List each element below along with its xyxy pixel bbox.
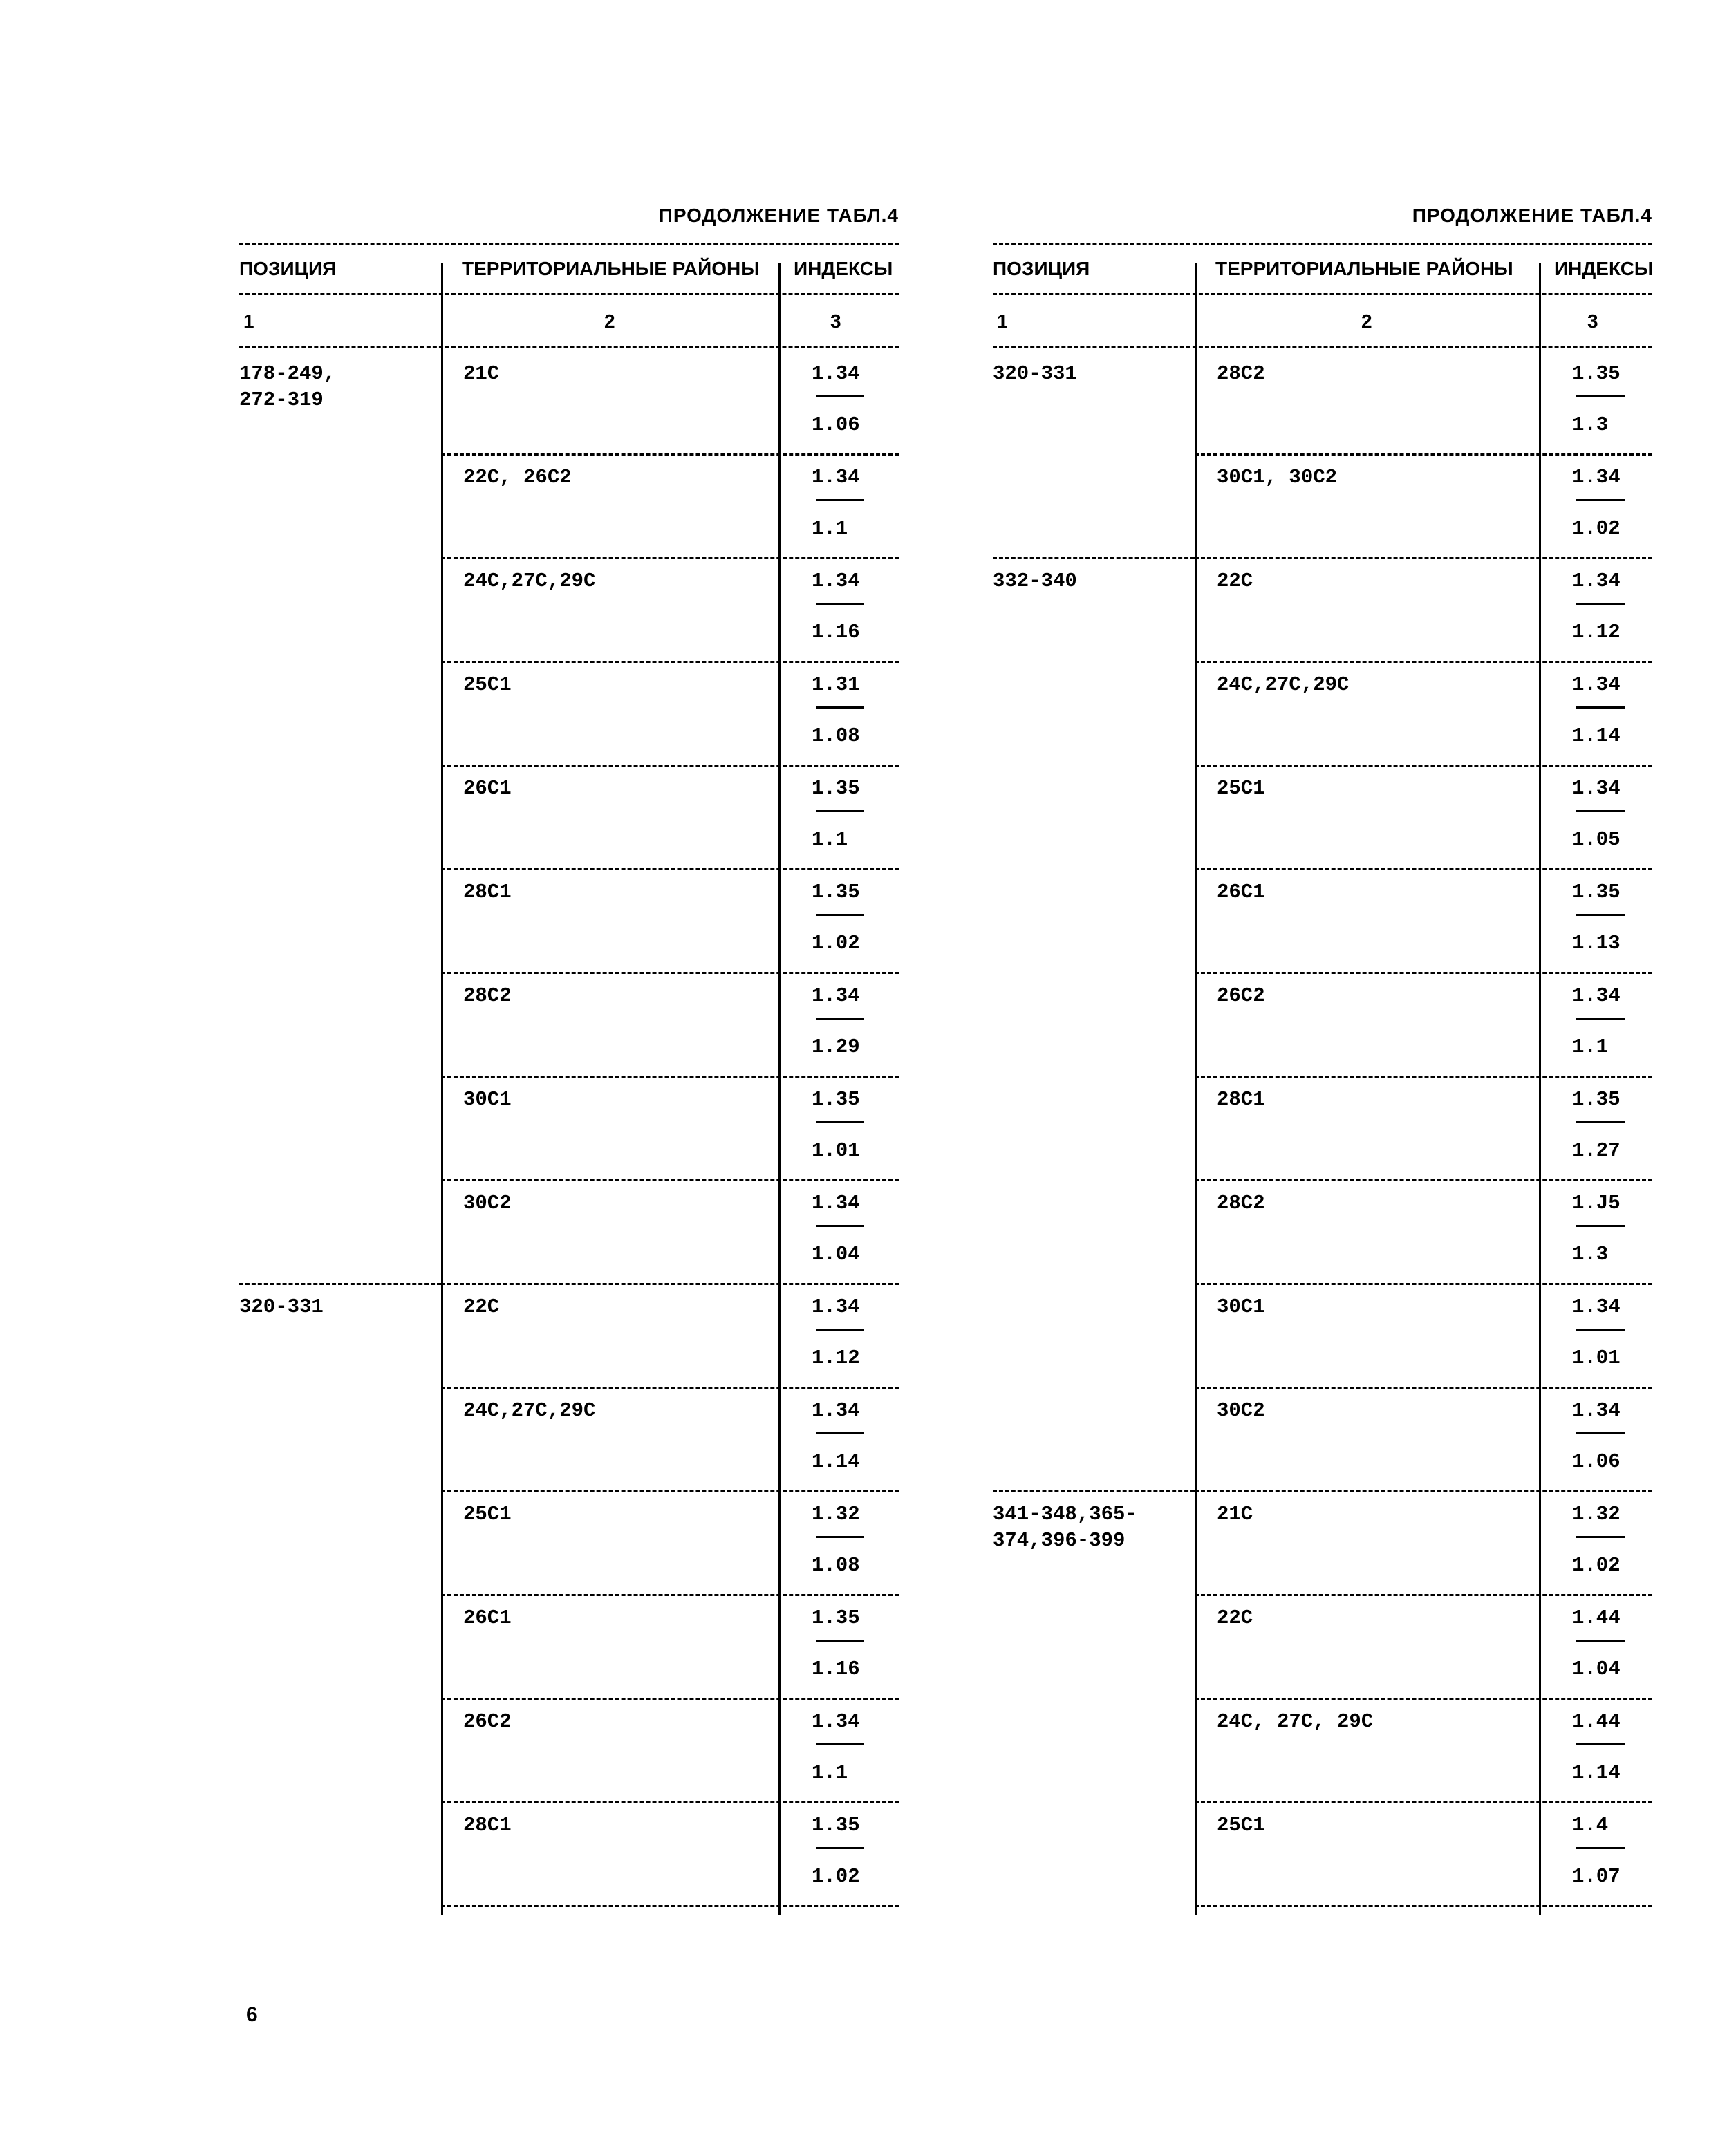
- column-number-3: 3: [1587, 310, 1598, 332]
- row-separator: [1195, 453, 1652, 456]
- index-denominator: 1.06: [812, 413, 860, 436]
- index-numerator: 1.44: [1572, 1710, 1621, 1733]
- row-separator: [1195, 661, 1652, 663]
- row-separator: [441, 765, 899, 767]
- region-cell: 24С,27С,29С: [463, 1399, 596, 1422]
- index-fraction-bar: [816, 1018, 864, 1020]
- index-denominator: 1.14: [1572, 1761, 1621, 1784]
- index-numerator: 1.32: [812, 1503, 860, 1526]
- row-separator: [1195, 1387, 1652, 1389]
- index-numerator: 1.34: [812, 984, 860, 1007]
- index-fraction-bar: [1576, 914, 1625, 916]
- position-cell: 320-331: [239, 1295, 324, 1318]
- index-numerator: 1.35: [812, 1606, 860, 1629]
- header-position: ПОЗИЦИЯ: [993, 258, 1090, 279]
- index-denominator: 1.01: [812, 1139, 860, 1162]
- index-denominator: 1.29: [812, 1035, 860, 1058]
- row-separator: [1195, 1283, 1652, 1285]
- index-fraction-bar: [816, 706, 864, 709]
- index-numerator: 1.35: [1572, 881, 1621, 903]
- region-cell: 22С: [1217, 1606, 1253, 1629]
- column-number-2: 2: [1361, 310, 1372, 332]
- index-fraction-bar: [816, 1743, 864, 1745]
- region-cell: 28С2: [463, 984, 512, 1007]
- index-numerator: 1.34: [812, 1295, 860, 1318]
- index-denominator: 1.02: [1572, 517, 1621, 540]
- region-cell: 24С,27С,29С: [463, 570, 596, 592]
- row-separator: [441, 1387, 899, 1389]
- index-fraction-bar: [816, 1432, 864, 1434]
- row-separator: [441, 868, 899, 870]
- index-fraction-bar: [816, 603, 864, 605]
- position-cell: 178-249, 272-319: [239, 362, 336, 411]
- index-numerator: 1.34: [1572, 673, 1621, 696]
- header-position: ПОЗИЦИЯ: [239, 258, 337, 279]
- row-separator: [1195, 868, 1652, 870]
- column-divider-2: [778, 263, 781, 1915]
- index-denominator: 1.08: [812, 724, 860, 747]
- index-denominator: 1.01: [1572, 1347, 1621, 1369]
- header-regions: ТЕРРИТОРИАЛЬНЫЕ РАЙОНЫ: [1215, 258, 1513, 279]
- row-separator: [441, 453, 899, 456]
- index-fraction-bar: [1576, 499, 1625, 501]
- index-numerator: 1.44: [1572, 1606, 1621, 1629]
- index-fraction-bar: [816, 499, 864, 501]
- index-numerator: 1.35: [1572, 362, 1621, 385]
- index-fraction-bar: [1576, 603, 1625, 605]
- index-numerator: 1.34: [812, 1399, 860, 1422]
- index-numerator: 1.34: [812, 1710, 860, 1733]
- group-separator: [993, 557, 1195, 559]
- header-mid-rule: [239, 293, 899, 295]
- index-denominator: 1.08: [812, 1554, 860, 1577]
- page-number: 6: [246, 2003, 258, 2026]
- row-separator: [441, 1801, 899, 1803]
- index-numerator: 1.34: [1572, 777, 1621, 800]
- index-fraction-bar: [816, 1640, 864, 1642]
- index-fraction-bar: [1576, 1018, 1625, 1020]
- header-regions: ТЕРРИТОРИАЛЬНЫЕ РАЙОНЫ: [462, 258, 760, 279]
- index-denominator: 1.3: [1572, 413, 1609, 436]
- column-divider-1: [1195, 263, 1197, 1915]
- index-numerator: 1.34: [1572, 466, 1621, 489]
- index-fraction-bar: [816, 810, 864, 812]
- table-left: [239, 205, 899, 1988]
- region-cell: 30С1: [1217, 1295, 1265, 1318]
- region-cell: 30С1: [463, 1088, 512, 1111]
- index-denominator: 1.16: [812, 1658, 860, 1680]
- column-numbers-rule: [993, 346, 1652, 348]
- index-numerator: 1.35: [1572, 1088, 1621, 1111]
- column-numbers-rule: [239, 346, 899, 348]
- row-separator: [1195, 972, 1652, 974]
- index-denominator: 1.02: [1572, 1554, 1621, 1577]
- region-cell: 26С1: [1217, 881, 1265, 903]
- region-cell: 22С, 26С2: [463, 466, 572, 489]
- region-cell: 24С,27С,29С: [1217, 673, 1350, 696]
- index-fraction-bar: [1576, 1847, 1625, 1849]
- row-separator: [1195, 557, 1652, 559]
- row-separator: [441, 1283, 899, 1285]
- index-numerator: 1.35: [812, 1088, 860, 1111]
- index-denominator: 1.1: [812, 1761, 848, 1784]
- index-fraction-bar: [816, 1329, 864, 1331]
- region-cell: 22С: [1217, 570, 1253, 592]
- index-fraction-bar: [1576, 1432, 1625, 1434]
- index-numerator: 1.35: [812, 1814, 860, 1837]
- index-denominator: 1.16: [812, 621, 860, 644]
- row-separator: [1195, 1698, 1652, 1700]
- header-top-rule: [239, 243, 899, 245]
- region-cell: 28С2: [1217, 1192, 1265, 1215]
- index-fraction-bar: [816, 1847, 864, 1849]
- region-cell: 26С2: [463, 1710, 512, 1733]
- index-numerator: 1.32: [1572, 1503, 1621, 1526]
- index-numerator: 1.34: [1572, 984, 1621, 1007]
- index-fraction-bar: [1576, 1329, 1625, 1331]
- column-divider-2: [1539, 263, 1541, 1915]
- index-denominator: 1.13: [1572, 932, 1621, 955]
- continuation-title: ПРОДОЛЖЕНИЕ ТАБЛ.4: [658, 205, 899, 226]
- region-cell: 30С2: [1217, 1399, 1265, 1422]
- index-denominator: 1.05: [1572, 828, 1621, 851]
- region-cell: 26С1: [463, 1606, 512, 1629]
- index-fraction-bar: [1576, 1121, 1625, 1123]
- table-right: [993, 205, 1652, 1988]
- column-number-1: 1: [997, 310, 1008, 332]
- index-fraction-bar: [1576, 810, 1625, 812]
- index-numerator: 1.34: [812, 1192, 860, 1215]
- region-cell: 28С1: [463, 1814, 512, 1837]
- position-cell: 332-340: [993, 570, 1077, 592]
- index-numerator: 1.34: [1572, 1399, 1621, 1422]
- index-numerator: 1.34: [812, 362, 860, 385]
- header-indices: ИНДЕКСЫ: [1554, 258, 1654, 279]
- region-cell: 30С1, 30С2: [1217, 466, 1338, 489]
- index-denominator: 1.3: [1572, 1243, 1609, 1266]
- index-fraction-bar: [1576, 395, 1625, 397]
- region-cell: 24С, 27С, 29С: [1217, 1710, 1374, 1733]
- position-cell: 320-331: [993, 362, 1077, 385]
- index-fraction-bar: [816, 1536, 864, 1538]
- region-cell: 28С1: [1217, 1088, 1265, 1111]
- index-numerator: 1.J5: [1572, 1192, 1621, 1215]
- row-separator: [441, 1594, 899, 1596]
- region-cell: 28С1: [463, 881, 512, 903]
- index-fraction-bar: [1576, 1640, 1625, 1642]
- region-cell: 21С: [1217, 1503, 1253, 1526]
- row-separator: [1195, 1801, 1652, 1803]
- index-denominator: 1.07: [1572, 1865, 1621, 1888]
- index-numerator: 1.31: [812, 673, 860, 696]
- index-fraction-bar: [1576, 706, 1625, 709]
- index-denominator: 1.06: [1572, 1450, 1621, 1473]
- index-denominator: 1.1: [812, 517, 848, 540]
- index-fraction-bar: [1576, 1536, 1625, 1538]
- region-cell: 22С: [463, 1295, 500, 1318]
- region-cell: 25С1: [1217, 1814, 1265, 1837]
- region-cell: 25С1: [1217, 777, 1265, 800]
- index-denominator: 1.12: [1572, 621, 1621, 644]
- index-denominator: 1.27: [1572, 1139, 1621, 1162]
- column-number-2: 2: [604, 310, 615, 332]
- index-denominator: 1.14: [812, 1450, 860, 1473]
- row-separator: [441, 661, 899, 663]
- row-separator: [1195, 1594, 1652, 1596]
- row-separator: [1195, 765, 1652, 767]
- index-numerator: 1.34: [1572, 570, 1621, 592]
- header-top-rule: [993, 243, 1652, 245]
- index-numerator: 1.34: [812, 570, 860, 592]
- index-fraction-bar: [816, 914, 864, 916]
- region-cell: 25С1: [463, 1503, 512, 1526]
- group-separator: [239, 1283, 441, 1285]
- region-cell: 25С1: [463, 673, 512, 696]
- region-cell: 21С: [463, 362, 500, 385]
- column-number-3: 3: [830, 310, 841, 332]
- row-separator: [1195, 1076, 1652, 1078]
- index-fraction-bar: [1576, 1225, 1625, 1227]
- index-denominator: 1.14: [1572, 724, 1621, 747]
- index-numerator: 1.34: [812, 466, 860, 489]
- index-denominator: 1.02: [812, 1865, 860, 1888]
- index-fraction-bar: [816, 1225, 864, 1227]
- row-separator: [441, 972, 899, 974]
- index-denominator: 1.12: [812, 1347, 860, 1369]
- index-numerator: 1.35: [812, 777, 860, 800]
- index-denominator: 1.02: [812, 932, 860, 955]
- region-cell: 26С2: [1217, 984, 1265, 1007]
- position-cell: 341-348,365- 374,396-399: [993, 1503, 1137, 1552]
- index-numerator: 1.34: [1572, 1295, 1621, 1318]
- index-fraction-bar: [816, 395, 864, 397]
- column-divider-1: [441, 263, 443, 1915]
- row-separator: [1195, 1905, 1652, 1907]
- region-cell: 30С2: [463, 1192, 512, 1215]
- row-separator: [441, 1490, 899, 1492]
- row-separator: [1195, 1179, 1652, 1181]
- column-number-1: 1: [243, 310, 254, 332]
- index-numerator: 1.35: [812, 881, 860, 903]
- index-denominator: 1.1: [1572, 1035, 1609, 1058]
- row-separator: [441, 1179, 899, 1181]
- index-fraction-bar: [816, 1121, 864, 1123]
- region-cell: 26С1: [463, 777, 512, 800]
- continuation-title: ПРОДОЛЖЕНИЕ ТАБЛ.4: [1412, 205, 1652, 226]
- row-separator: [441, 1698, 899, 1700]
- row-separator: [441, 1905, 899, 1907]
- region-cell: 28С2: [1217, 362, 1265, 385]
- index-denominator: 1.04: [1572, 1658, 1621, 1680]
- row-separator: [441, 1076, 899, 1078]
- index-denominator: 1.1: [812, 828, 848, 851]
- index-denominator: 1.04: [812, 1243, 860, 1266]
- group-separator: [993, 1490, 1195, 1492]
- index-numerator: 1.4: [1572, 1814, 1609, 1837]
- header-indices: ИНДЕКСЫ: [794, 258, 893, 279]
- header-mid-rule: [993, 293, 1652, 295]
- row-separator: [1195, 1490, 1652, 1492]
- row-separator: [441, 557, 899, 559]
- index-fraction-bar: [1576, 1743, 1625, 1745]
